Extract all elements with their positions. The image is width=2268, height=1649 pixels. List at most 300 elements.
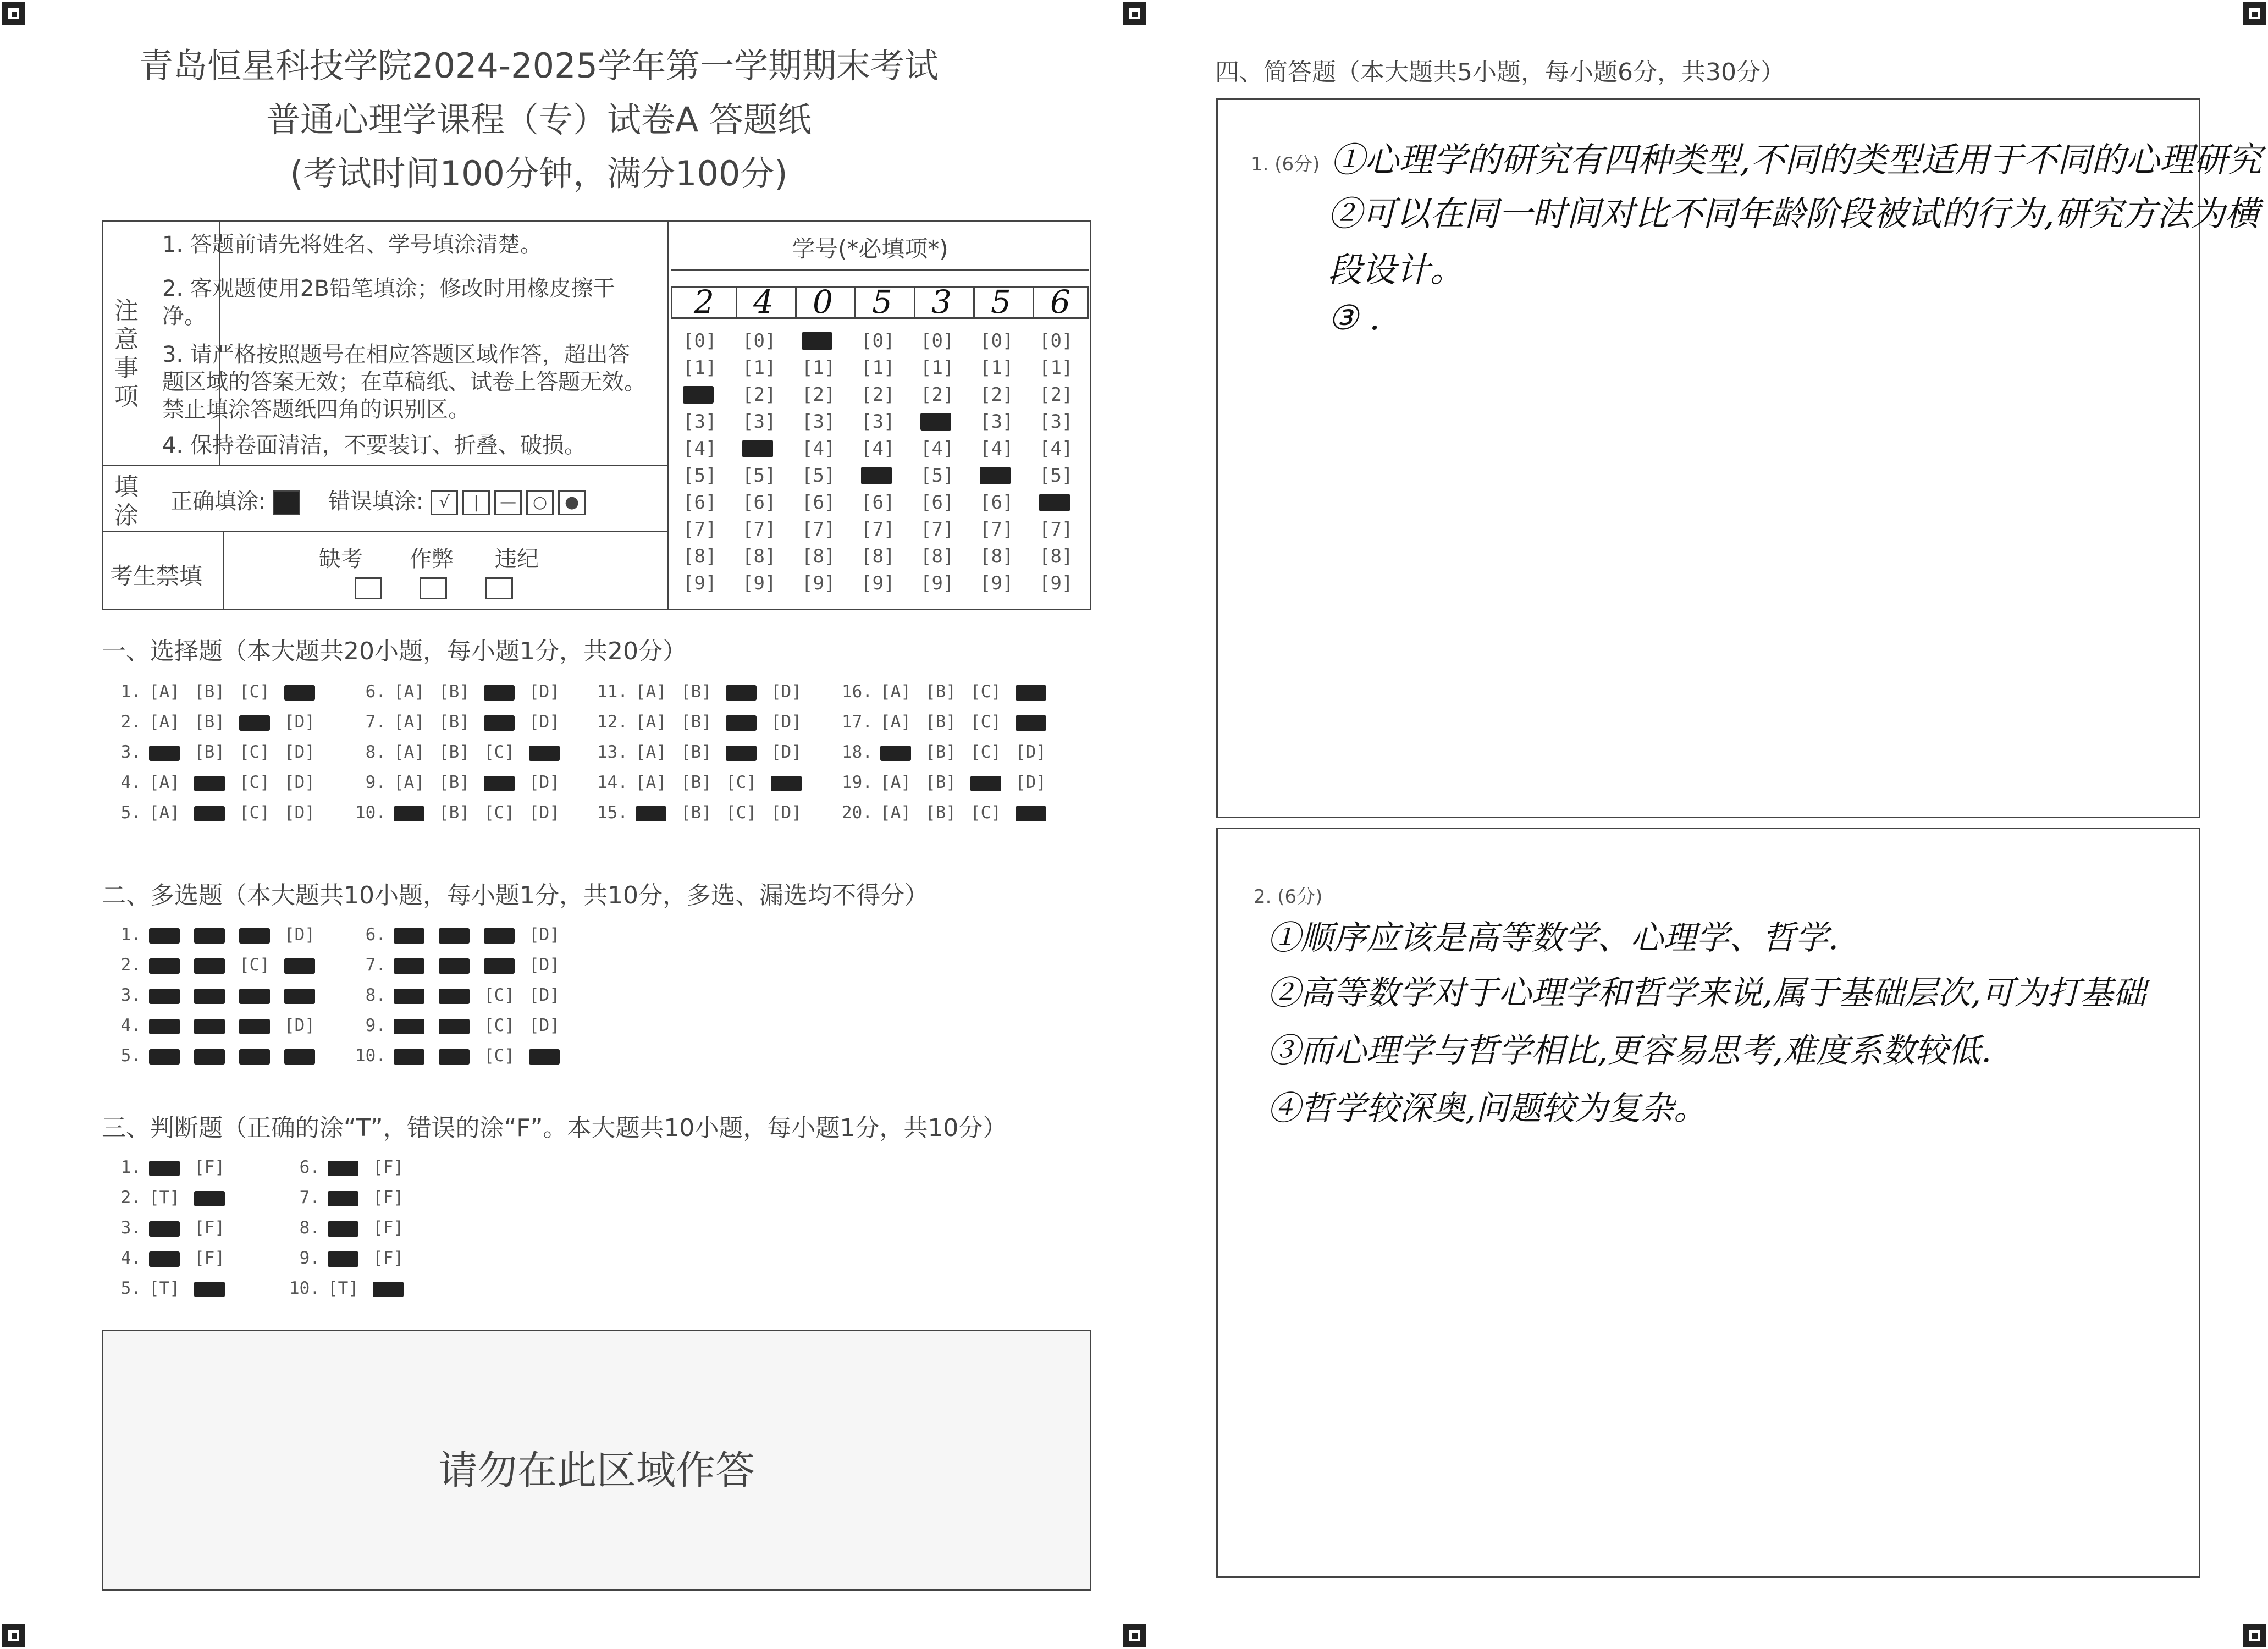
bubble-option[interactable]: [C] (484, 1046, 515, 1066)
bubble-option[interactable]: [A] (394, 742, 424, 762)
bubble-option[interactable]: [1] (980, 357, 1014, 379)
student-id-label: 学号(*必填项*) (792, 235, 948, 262)
filled-bubble[interactable] (149, 1016, 194, 1035)
question-row (96, 985, 329, 1005)
bubble-option[interactable]: [B] (681, 803, 711, 823)
bubble-option[interactable]: [4] (920, 438, 954, 460)
bubble-option[interactable]: [A] (880, 682, 911, 702)
question-number: 20. (842, 803, 873, 823)
student-id-digit: 3 (931, 283, 952, 321)
bubble-option[interactable]: [6] (861, 492, 895, 514)
filled-bubble[interactable] (394, 955, 439, 975)
bubble-option[interactable]: [D] (529, 955, 560, 975)
filled-mark (149, 989, 180, 1004)
bubble-option[interactable]: [A] (636, 682, 666, 702)
fill-example (170, 484, 590, 515)
question-row (275, 1278, 418, 1298)
bubble-option[interactable]: [A] (394, 682, 424, 702)
filled-bubble[interactable] (194, 1188, 239, 1207)
filled-bubble[interactable] (149, 1046, 194, 1066)
bubble-option[interactable]: [A] (880, 803, 911, 823)
filled-bubble[interactable] (970, 773, 1016, 792)
bubble-option[interactable]: [9] (980, 572, 1014, 594)
bubble-option[interactable]: [7] (683, 519, 717, 541)
question-row (96, 1046, 329, 1066)
bubble-option[interactable]: [7] (1039, 519, 1073, 541)
bubble-option[interactable]: [F] (373, 1157, 404, 1177)
filled-bubble[interactable] (726, 712, 771, 732)
student-id-digit: 5 (872, 283, 892, 321)
bubble-option[interactable]: [B] (681, 742, 711, 762)
bubble-option[interactable]: [F] (194, 1248, 225, 1268)
bubble-option[interactable]: [5] (683, 465, 717, 487)
bubble-option[interactable]: [9] (683, 572, 717, 594)
handwritten-line: ①心理学的研究有四种类型,不同的类型适用于不同的心理研究 (1331, 140, 2262, 180)
question-number: 8. (365, 985, 386, 1005)
filled-bubble[interactable] (149, 742, 194, 762)
bubble-option[interactable]: [A] (149, 773, 180, 792)
no-answer-zone-text: 请勿在此区域作答 (438, 1447, 755, 1493)
bubble-option[interactable]: [D] (284, 742, 315, 762)
filled-bubble[interactable] (726, 742, 771, 762)
bubble-option[interactable]: [7] (742, 519, 776, 541)
bubble-option[interactable]: [0] (1039, 330, 1073, 352)
filled-mark (194, 1019, 225, 1034)
bubble-option[interactable]: [C] (970, 712, 1001, 732)
filled-mark (726, 746, 757, 761)
bubble-option[interactable]: [6] (742, 492, 776, 514)
filled-bubble[interactable] (394, 985, 439, 1005)
answer-box-q2[interactable] (1216, 828, 2200, 1578)
bubble-option[interactable]: [8] (683, 545, 717, 567)
notice-item: 2. 客观题使用2B铅笔填涂；修改时用橡皮擦干净。 (162, 276, 615, 329)
bubble-option[interactable]: [4] (1039, 438, 1073, 460)
bubble-option[interactable]: [B] (439, 742, 470, 762)
filled-bubble[interactable] (328, 1248, 373, 1268)
filled-mark (239, 1019, 270, 1034)
filled-mark (439, 958, 470, 974)
bubble-option[interactable]: [A] (636, 773, 666, 792)
no-answer-zone (102, 1330, 1091, 1591)
bubble-option[interactable]: [2] (861, 384, 895, 406)
filled-bubble[interactable] (373, 1278, 418, 1298)
filled-bubble[interactable] (802, 332, 832, 350)
bubble-option[interactable]: [9] (1039, 572, 1073, 594)
bubble-option[interactable]: [D] (1016, 773, 1046, 792)
handwritten-line: ③ . (1328, 297, 1380, 338)
bubble-option[interactable]: [0] (980, 330, 1014, 352)
filled-bubble[interactable] (328, 1218, 373, 1238)
bubble-option[interactable]: [C] (970, 803, 1001, 823)
question-number: 9. (365, 773, 386, 792)
filled-mark (373, 1282, 404, 1297)
corner-mark (2243, 1624, 2266, 1647)
bubble-option[interactable]: [4] (683, 438, 717, 460)
filled-bubble[interactable] (484, 773, 529, 792)
bubble-option[interactable]: [B] (439, 773, 470, 792)
bubble-option[interactable]: [B] (925, 773, 956, 792)
filled-mark (484, 958, 515, 974)
filled-mark (394, 1049, 424, 1065)
bubble-option[interactable]: [F] (194, 1157, 225, 1177)
question-number: 6. (365, 925, 386, 945)
filled-bubble[interactable] (284, 985, 329, 1005)
question-row (96, 1248, 239, 1268)
filled-bubble[interactable] (484, 955, 529, 975)
question-number: 3. (120, 1218, 141, 1238)
bubble-option[interactable]: [7] (920, 519, 954, 541)
filled-bubble[interactable] (149, 985, 194, 1005)
section3-title: 三、判断题（正确的涂“T”，错误的涂“F”。本大题共10小题，每小题1分，共10分） (102, 1114, 1007, 1142)
bubble-option[interactable]: [2] (980, 384, 1014, 406)
filled-mark (149, 1251, 180, 1267)
bubble-option[interactable]: [A] (149, 712, 180, 732)
bubble-option[interactable]: [6] (920, 492, 954, 514)
bubble-option[interactable]: [D] (771, 712, 802, 732)
bubble-option[interactable]: [0] (920, 330, 954, 352)
filled-bubble[interactable] (194, 773, 239, 792)
filled-bubble[interactable] (239, 925, 284, 945)
filled-mark (484, 776, 515, 791)
question-number: 2. (120, 1188, 141, 1207)
violation-checkbox[interactable] (485, 577, 513, 599)
question-row (827, 712, 1061, 732)
bubble-option[interactable]: [3] (683, 411, 717, 433)
bubble-option[interactable]: [F] (373, 1248, 404, 1268)
filled-bubble[interactable] (529, 742, 574, 762)
filled-bubble[interactable] (439, 1016, 484, 1035)
bubble-option[interactable]: [C] (484, 742, 515, 762)
bubble-option[interactable]: [1] (1039, 357, 1073, 379)
question-row (96, 925, 329, 945)
bubble-option[interactable]: [B] (925, 742, 956, 762)
wrong-fill-label: 错误填涂: (328, 489, 424, 514)
bubble-option[interactable]: [6] (683, 492, 717, 514)
filled-bubble[interactable] (194, 925, 239, 945)
filled-bubble[interactable] (861, 467, 892, 484)
filled-bubble[interactable] (1016, 712, 1061, 732)
bubble-option[interactable]: [A] (394, 712, 424, 732)
filled-bubble[interactable] (484, 712, 529, 732)
filled-bubble[interactable] (742, 440, 773, 457)
bubble-option[interactable]: [B] (194, 712, 225, 732)
bubble-option[interactable]: [C] (970, 682, 1001, 702)
filled-bubble[interactable] (920, 413, 951, 431)
bubble-option[interactable]: [A] (636, 712, 666, 732)
filled-bubble[interactable] (439, 955, 484, 975)
bubble-option[interactable]: [C] (484, 803, 515, 823)
question-row (96, 1188, 239, 1207)
bubble-option[interactable]: [T] (149, 1188, 180, 1207)
bubble-option[interactable]: [B] (194, 682, 225, 702)
filled-mark (726, 715, 757, 731)
filled-bubble[interactable] (239, 1046, 284, 1066)
bubble-option[interactable]: [A] (149, 803, 180, 823)
filled-bubble[interactable] (394, 803, 439, 823)
question-row (341, 773, 574, 792)
bubble-option[interactable]: [6] (802, 492, 836, 514)
bubble-option[interactable]: [D] (284, 925, 315, 945)
bubble-option[interactable]: [7] (861, 519, 895, 541)
bubble-option[interactable]: [1] (683, 357, 717, 379)
bubble-option[interactable]: [C] (484, 985, 515, 1005)
filled-bubble[interactable] (683, 386, 714, 404)
bubble-option[interactable]: [3] (980, 411, 1014, 433)
bubble-option[interactable]: [D] (529, 1016, 560, 1035)
question-number: 5. (120, 1278, 141, 1298)
filled-bubble[interactable] (484, 682, 529, 702)
bubble-option[interactable]: [0] (683, 330, 717, 352)
filled-mark (484, 715, 515, 731)
bubble-option[interactable]: [D] (529, 712, 560, 732)
filled-bubble[interactable] (239, 985, 284, 1005)
filled-bubble[interactable] (149, 1218, 194, 1238)
filled-mark (636, 806, 666, 821)
question-row (96, 682, 329, 702)
cheat-checkbox[interactable] (420, 577, 447, 599)
bubble-option[interactable]: [T] (328, 1278, 358, 1298)
bubble-option[interactable]: [8] (742, 545, 776, 567)
filled-mark (726, 685, 757, 701)
bubble-option[interactable]: [2] (1039, 384, 1073, 406)
bubble-option[interactable]: [A] (394, 773, 424, 792)
bubble-option[interactable]: [B] (439, 803, 470, 823)
bubble-option[interactable]: [8] (1039, 545, 1073, 567)
filled-bubble[interactable] (880, 742, 925, 762)
filled-bubble[interactable] (1016, 682, 1061, 702)
notice-label: 注意事项 (114, 297, 139, 411)
filled-bubble[interactable] (194, 1278, 239, 1298)
filled-bubble[interactable] (529, 1046, 574, 1066)
filled-mark (484, 928, 515, 944)
filled-bubble[interactable] (149, 1248, 194, 1268)
bubble-option[interactable]: [1] (742, 357, 776, 379)
corner-mark (1123, 1624, 1146, 1647)
bubble-option[interactable]: [B] (681, 773, 711, 792)
bubble-option[interactable]: [D] (1016, 742, 1046, 762)
filled-bubble[interactable] (284, 1046, 329, 1066)
bubble-option[interactable]: [C] (239, 803, 270, 823)
handwritten-line: 段设计。 (1328, 250, 1465, 290)
bubble-option[interactable]: [0] (861, 330, 895, 352)
filled-mark (239, 989, 270, 1004)
bubble-option[interactable]: [D] (284, 803, 315, 823)
exam-time: (考试时间100分钟，满分100分) (290, 153, 788, 194)
question-row (275, 1248, 418, 1268)
bubble-option[interactable]: [B] (925, 712, 956, 732)
bubble-option[interactable]: [B] (439, 712, 470, 732)
bubble-option[interactable]: [D] (529, 925, 560, 945)
filled-bubble[interactable] (394, 1016, 439, 1035)
filled-mark (284, 958, 315, 974)
filled-bubble[interactable] (194, 1046, 239, 1066)
filled-bubble[interactable] (394, 925, 439, 945)
filled-bubble[interactable] (284, 955, 329, 975)
bubble-option[interactable]: [0] (742, 330, 776, 352)
bubble-option[interactable]: [4] (802, 438, 836, 460)
bubble-option[interactable]: [8] (920, 545, 954, 567)
forbidden-item: 缺考 (319, 547, 363, 572)
bubble-option[interactable]: [C] (970, 742, 1001, 762)
bubble-option[interactable]: [3] (742, 411, 776, 433)
bubble-option[interactable]: [B] (681, 712, 711, 732)
filled-bubble[interactable] (771, 773, 816, 792)
filled-mark (394, 928, 424, 944)
section1-title: 一、选择题（本大题共20小题，每小题1分，共20分） (102, 637, 687, 665)
bubble-option[interactable]: [C] (239, 742, 270, 762)
bubble-option[interactable]: [D] (529, 803, 560, 823)
filled-bubble[interactable] (439, 925, 484, 945)
question-number: 8. (365, 742, 386, 762)
filled-bubble[interactable] (439, 985, 484, 1005)
filled-bubble[interactable] (1016, 803, 1061, 823)
bubble-option[interactable]: [9] (861, 572, 895, 594)
question-row (827, 803, 1061, 823)
bubble-option[interactable]: [F] (194, 1218, 225, 1238)
bubble-option[interactable]: [5] (802, 465, 836, 487)
bubble-option[interactable]: [2] (920, 384, 954, 406)
filled-bubble[interactable] (194, 803, 239, 823)
exam-subtitle: 普通心理学课程（专）试卷A 答题纸 (266, 100, 812, 140)
bubble-option[interactable]: [D] (529, 773, 560, 792)
filled-bubble[interactable] (328, 1188, 373, 1207)
bubble-option[interactable]: [C] (239, 773, 270, 792)
bubble-option[interactable]: [C] (484, 1016, 515, 1035)
filled-bubble[interactable] (194, 955, 239, 975)
filled-bubble[interactable] (980, 467, 1011, 484)
answer-box-q1[interactable] (1216, 98, 2262, 818)
filled-bubble[interactable] (194, 1016, 239, 1035)
filled-bubble[interactable] (239, 1016, 284, 1035)
bubble-option[interactable]: [F] (373, 1218, 404, 1238)
filled-bubble[interactable] (149, 955, 194, 975)
bubble-option[interactable]: [D] (284, 712, 315, 732)
bubble-option[interactable]: [D] (529, 985, 560, 1005)
question-number: 3. (120, 985, 141, 1005)
student-id-divider (854, 286, 856, 319)
handwritten-line: ④哲学较深奥,问题较为复杂。 (1267, 1089, 1707, 1128)
bubble-option[interactable]: [A] (880, 773, 911, 792)
student-id-digit: 6 (1050, 283, 1070, 321)
bubble-option[interactable]: [C] (239, 955, 270, 975)
bubble-option[interactable]: [4] (980, 438, 1014, 460)
filled-bubble[interactable] (194, 985, 239, 1005)
bubble-option[interactable]: [8] (802, 545, 836, 567)
filled-mark (149, 1049, 180, 1065)
bubble-option[interactable]: [A] (636, 742, 666, 762)
question-number: 4. (120, 773, 141, 792)
bubble-option[interactable]: [B] (439, 682, 470, 702)
bubble-option[interactable]: [5] (920, 465, 954, 487)
filled-bubble[interactable] (149, 1157, 194, 1177)
corner-mark (1123, 2, 1146, 25)
bubble-option[interactable]: [4] (861, 438, 895, 460)
corner-mark (2, 1624, 25, 1647)
bubble-option[interactable]: [B] (925, 803, 956, 823)
bubble-option[interactable]: [D] (284, 1016, 315, 1035)
question-row (341, 682, 574, 702)
question-number: 18. (842, 742, 873, 762)
bubble-option[interactable]: [7] (802, 519, 836, 541)
notice-item: 4. 保持卷面清洁，不要装订、折叠、破损。 (162, 433, 586, 458)
bubble-option[interactable]: [9] (920, 572, 954, 594)
bubble-option[interactable]: [D] (771, 803, 802, 823)
question-row (341, 742, 574, 762)
absent-checkbox[interactable] (355, 577, 382, 599)
bubble-option[interactable]: [B] (194, 742, 225, 762)
filled-bubble[interactable] (726, 682, 771, 702)
bubble-option[interactable]: [A] (880, 712, 911, 732)
section4-title: 四、简答题（本大题共5小题，每小题6分，共30分） (1215, 58, 1785, 86)
bubble-option[interactable]: [9] (742, 572, 776, 594)
filled-bubble[interactable] (284, 682, 329, 702)
bubble-option[interactable]: [9] (802, 572, 836, 594)
question-row (96, 742, 329, 762)
question-number: 12. (597, 712, 628, 732)
bubble-option[interactable]: [T] (149, 1278, 180, 1298)
filled-mark (529, 1049, 560, 1065)
question-row (583, 742, 816, 762)
question-row (827, 742, 1061, 762)
filled-bubble[interactable] (394, 1046, 439, 1066)
question-row (96, 712, 329, 732)
bubble-option[interactable]: [6] (980, 492, 1014, 514)
filled-bubble[interactable] (484, 925, 529, 945)
bubble-option[interactable]: [3] (802, 411, 836, 433)
bubble-option[interactable]: [B] (925, 682, 956, 702)
forbidden-item: 违纪 (495, 547, 539, 572)
bubble-option[interactable]: [3] (1039, 411, 1073, 433)
bubble-option[interactable]: [8] (980, 545, 1014, 567)
filled-mark (194, 989, 225, 1004)
bubble-option[interactable]: [7] (980, 519, 1014, 541)
bubble-option[interactable]: [C] (726, 773, 757, 792)
question-row (96, 773, 329, 792)
student-id-digit: 4 (753, 283, 774, 321)
q2-label: 2. (6分) (1254, 886, 1323, 908)
bubble-option[interactable]: [2] (742, 384, 776, 406)
bubble-option[interactable]: [D] (529, 682, 560, 702)
bubble-option[interactable]: [F] (373, 1188, 404, 1207)
bubble-option[interactable]: [1] (802, 357, 836, 379)
bubble-option[interactable]: [5] (1039, 465, 1073, 487)
question-row (341, 1046, 574, 1066)
bubble-option[interactable]: [A] (149, 682, 180, 702)
filled-bubble[interactable] (149, 925, 194, 945)
filled-bubble[interactable] (239, 712, 284, 732)
bubble-option[interactable]: [1] (861, 357, 895, 379)
bubble-option[interactable]: [C] (726, 803, 757, 823)
bubble-option[interactable]: [B] (681, 682, 711, 702)
bubble-option[interactable]: [D] (771, 742, 802, 762)
bubble-option[interactable]: [8] (861, 545, 895, 567)
bubble-option[interactable]: [1] (920, 357, 954, 379)
bubble-option[interactable]: [D] (771, 682, 802, 702)
filled-mark (439, 1019, 470, 1034)
question-row (583, 682, 816, 702)
filled-bubble[interactable] (328, 1157, 373, 1177)
bubble-option[interactable]: [5] (742, 465, 776, 487)
filled-mark (328, 1161, 358, 1176)
bubble-option[interactable]: [3] (861, 411, 895, 433)
bubble-option[interactable]: [D] (284, 773, 315, 792)
filled-mark (394, 806, 424, 821)
filled-bubble[interactable] (636, 803, 681, 823)
bubble-option[interactable]: [C] (239, 682, 270, 702)
bubble-option[interactable]: [2] (802, 384, 836, 406)
filled-bubble[interactable] (439, 1046, 484, 1066)
filled-bubble[interactable] (1039, 494, 1070, 511)
